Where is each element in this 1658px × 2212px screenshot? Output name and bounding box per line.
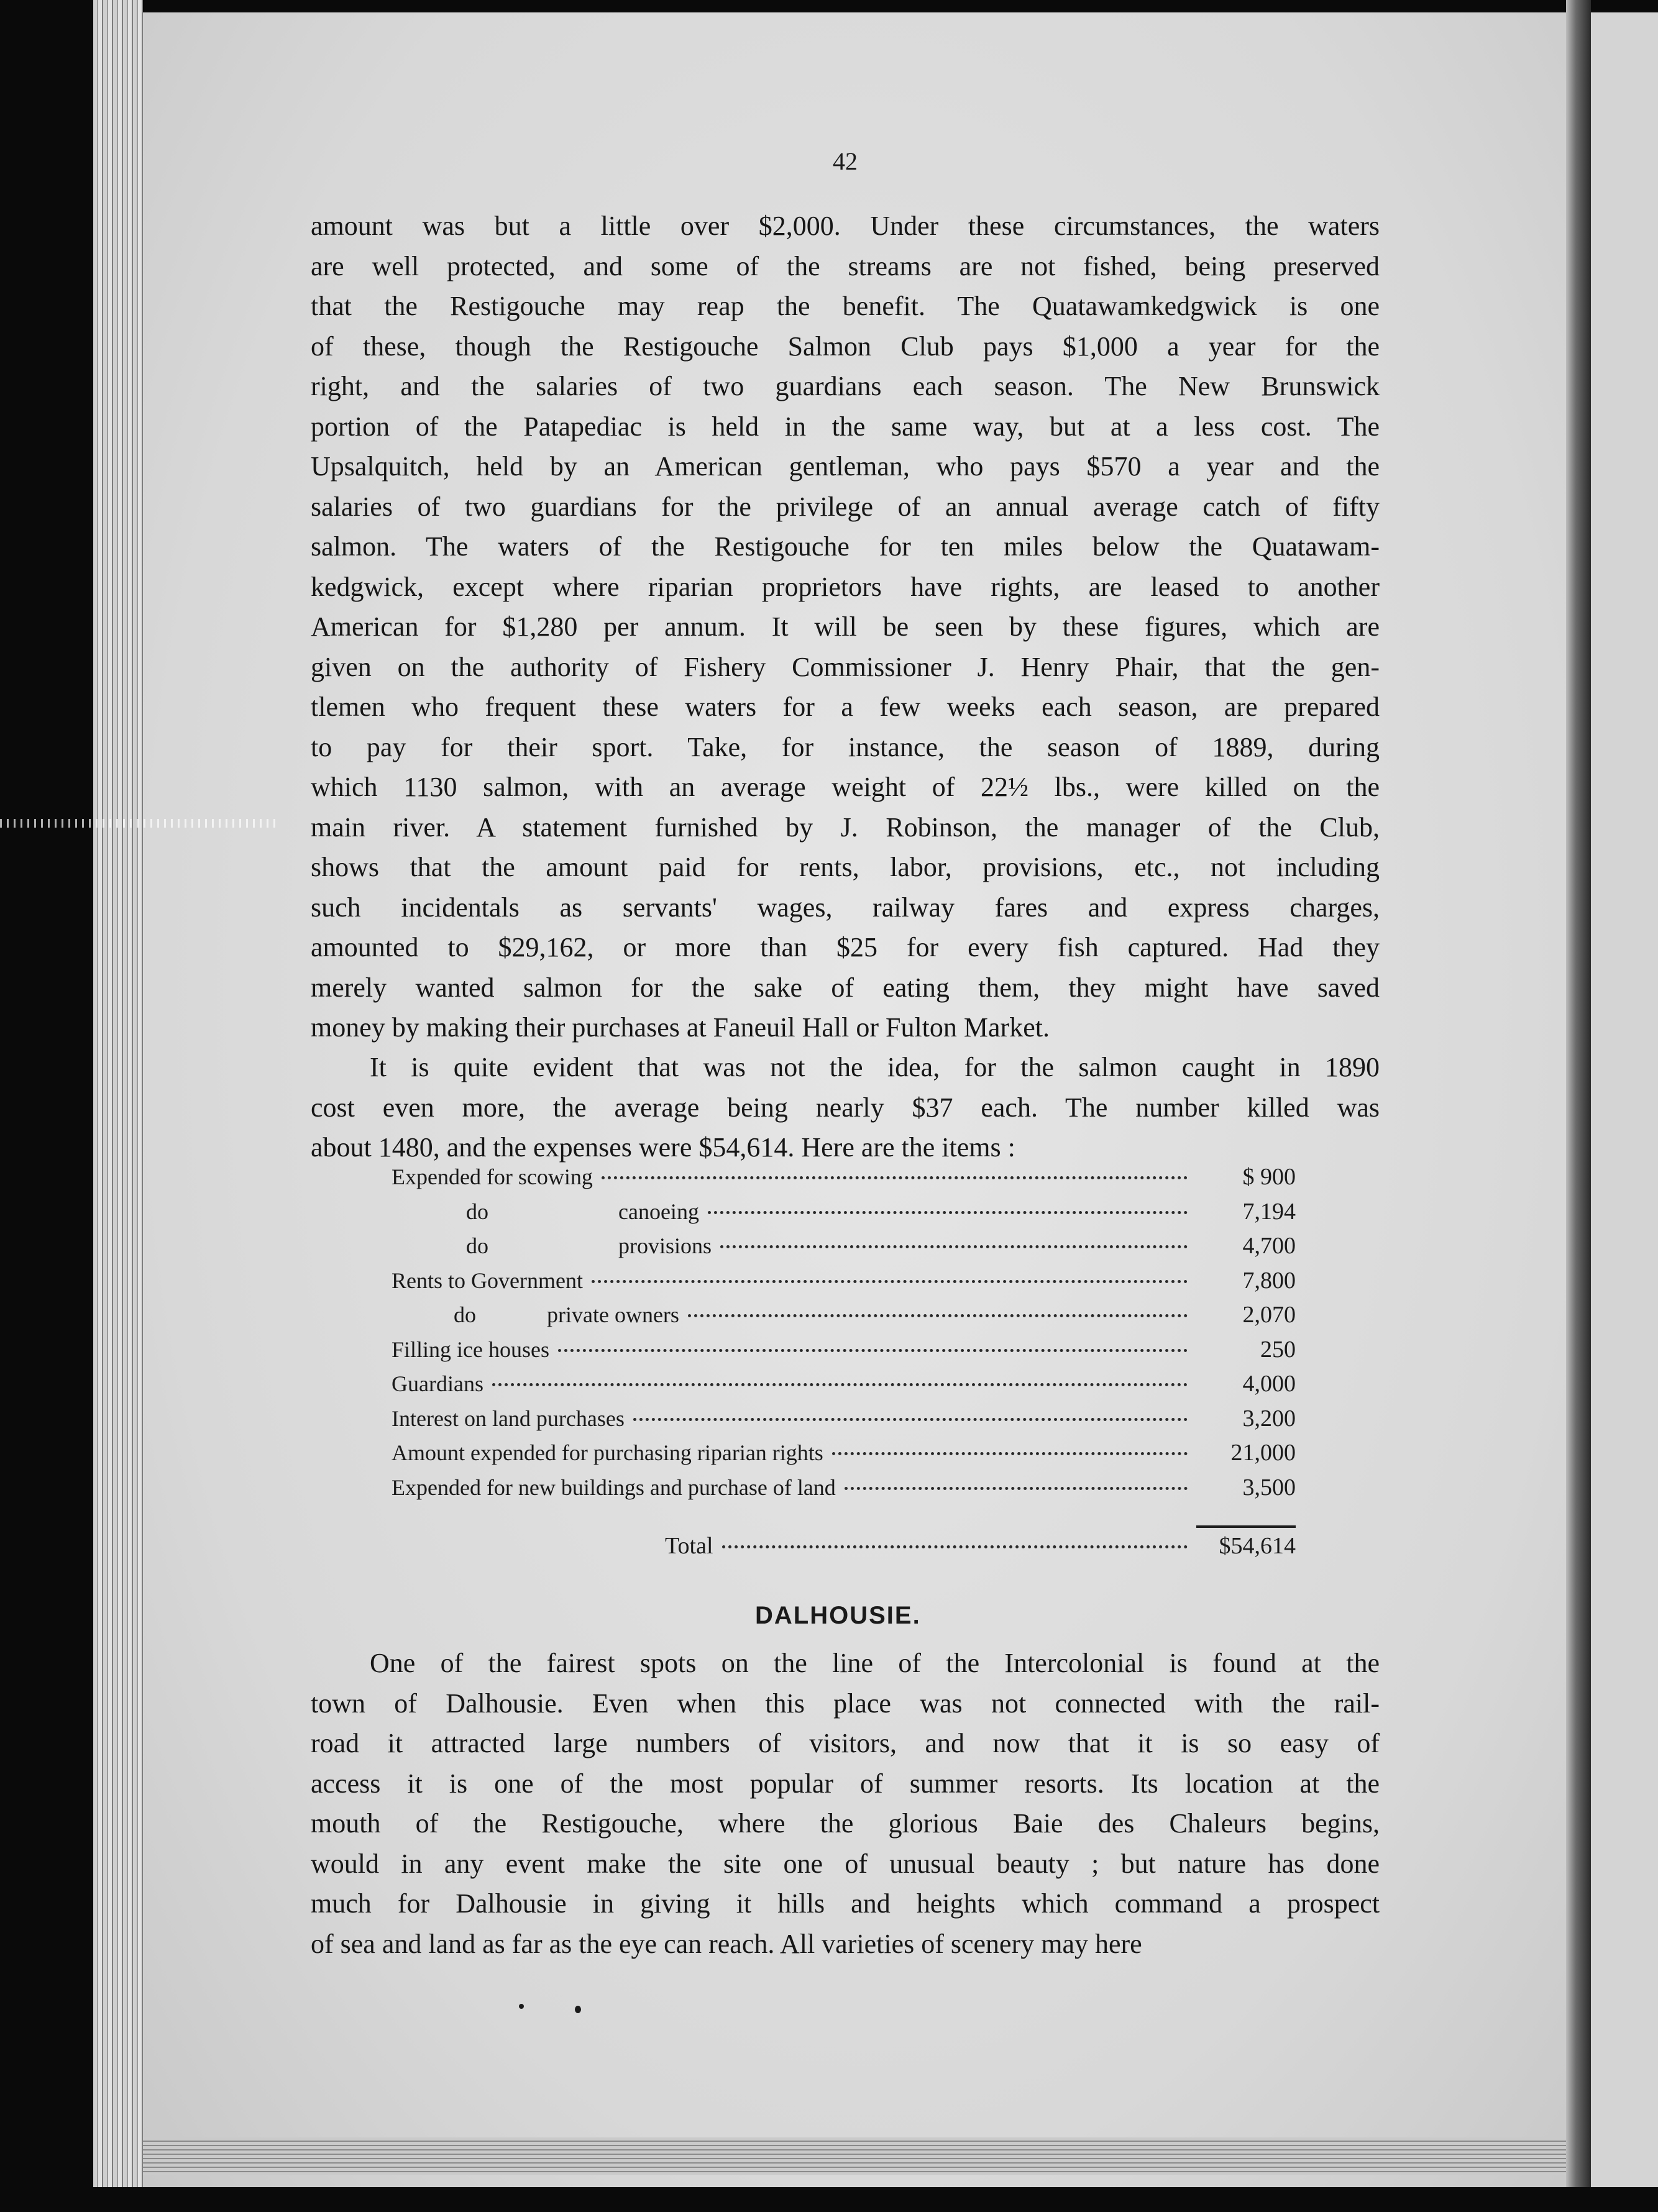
paragraph-1 bbox=[311, 206, 1380, 1048]
text-line: of sea and land as far as the eye can reach. All varieties of scenery may here bbox=[311, 1928, 1142, 1959]
expense-label-text: provisions bbox=[618, 1233, 712, 1258]
scan-artifact bbox=[0, 819, 280, 828]
expense-label bbox=[392, 1371, 483, 1397]
page-gutter bbox=[1566, 0, 1591, 2187]
expense-label-text: Interest on land purchases bbox=[392, 1405, 625, 1431]
leader-dots bbox=[720, 1245, 1188, 1248]
text-line: main river. A statement furnished by J. Robinson, the manager of the Club, bbox=[311, 811, 1380, 843]
leader-dots bbox=[592, 1280, 1188, 1283]
ditto-mark: do bbox=[466, 1199, 488, 1224]
leader-dots bbox=[832, 1452, 1188, 1455]
text-line: kedgwick, except where riparian proprietors have rights, are leased to another bbox=[311, 571, 1380, 602]
text-line: access it is one of the most popular of summer resorts. Its location at the bbox=[311, 1768, 1380, 1799]
expense-amount: 4,000 bbox=[1242, 1371, 1296, 1397]
expense-amount: 7,194 bbox=[1242, 1198, 1296, 1225]
text-line: shows that the amount paid for rents, labor, provisions, etc., not including bbox=[311, 852, 1380, 882]
expense-amount: 250 bbox=[1260, 1336, 1296, 1363]
expense-label bbox=[392, 1268, 583, 1294]
paragraph-3 bbox=[311, 1643, 1380, 1964]
expense-amount: 3,500 bbox=[1242, 1474, 1296, 1501]
ink-mark bbox=[575, 2006, 581, 2013]
text-line: road it attracted large numbers of visitors, and now that it is so easy of bbox=[311, 1728, 1380, 1758]
text-line: are well protected, and some of the streams are not fished, being preserved bbox=[311, 250, 1380, 281]
expense-row bbox=[392, 1232, 1296, 1267]
expense-label bbox=[392, 1164, 593, 1190]
expense-label bbox=[392, 1440, 823, 1466]
expense-row bbox=[392, 1301, 1296, 1336]
text-line: of these, though the Restigouche Salmon Club pays $1,000 a year for the bbox=[311, 331, 1380, 362]
expense-row bbox=[392, 1163, 1296, 1198]
expense-label-text: private owners bbox=[547, 1302, 679, 1327]
expense-amount: 4,700 bbox=[1242, 1233, 1296, 1259]
text-line: It is quite evident that was not the idea, for the salmon caught in 1890 bbox=[370, 1052, 1380, 1082]
text-line: given on the authority of Fishery Commissioner J. Henry Phair, that the gen- bbox=[311, 651, 1380, 682]
leader-dots bbox=[708, 1211, 1188, 1214]
adjacent-page bbox=[1591, 12, 1658, 2187]
leader-dots bbox=[492, 1383, 1188, 1386]
section-heading: DALHOUSIE. bbox=[755, 1602, 921, 1629]
paragraph-2 bbox=[311, 1048, 1380, 1168]
leader-dots bbox=[845, 1487, 1188, 1490]
expense-label bbox=[392, 1199, 699, 1225]
text-line: Upsalquitch, held by an American gentleman, who pays $570 a year and the bbox=[311, 451, 1380, 482]
leader-dots bbox=[633, 1418, 1188, 1421]
expense-amount: 7,800 bbox=[1242, 1267, 1296, 1294]
expense-label bbox=[392, 1474, 836, 1501]
expense-row bbox=[392, 1336, 1296, 1371]
leader-dots bbox=[688, 1314, 1188, 1317]
expense-label-text: Filling ice houses bbox=[392, 1337, 549, 1362]
expense-label-text: Expended for new buildings and purchase of land bbox=[392, 1474, 836, 1500]
expense-row bbox=[392, 1439, 1296, 1474]
text-line: mouth of the Restigouche, where the glorious Baie des Chaleurs begins, bbox=[311, 1808, 1380, 1839]
text-line: amounted to $29,162, or more than $25 for every fish captured. Had they bbox=[311, 932, 1380, 962]
expense-label-text: Amount expended for purchasing riparian rights bbox=[392, 1440, 823, 1465]
text-line: tlemen who frequent these waters for a few weeks each season, are prepared bbox=[311, 692, 1380, 722]
text-line: money by making their purchases at Faneuil Hall or Fulton Market. bbox=[311, 1012, 1050, 1043]
expense-row bbox=[392, 1370, 1296, 1405]
text-line: such incidentals as servants' wages, railway fares and express charges, bbox=[311, 892, 1380, 923]
text-line: salaries of two guardians for the privilege of an annual average catch of fifty bbox=[311, 491, 1380, 522]
total-label: Total bbox=[665, 1533, 713, 1559]
expense-amount: 2,070 bbox=[1242, 1302, 1296, 1328]
text-line: town of Dalhousie. Even when this place was not connected with the rail- bbox=[311, 1688, 1380, 1719]
text-line: amount was but a little over $2,000. Under these circumstances, the waters bbox=[311, 211, 1380, 241]
book-edge-left bbox=[93, 0, 143, 2187]
expense-label-text: Rents to Government bbox=[392, 1268, 583, 1293]
expense-label-text: Expended for scowing bbox=[392, 1164, 593, 1189]
expense-label bbox=[392, 1302, 679, 1328]
text-line: salmon. The waters of the Restigouche for ten miles below the Quatawam- bbox=[311, 531, 1380, 562]
expense-label bbox=[392, 1405, 625, 1432]
text-line: much for Dalhousie in giving it hills and heights which command a prospect bbox=[311, 1888, 1380, 1919]
ink-mark bbox=[519, 2004, 524, 2009]
page-number: 42 bbox=[833, 147, 858, 175]
text-line: One of the fairest spots on the line of the Intercolonial is found at the bbox=[370, 1648, 1380, 1678]
total-amount: $54,614 bbox=[1219, 1533, 1296, 1559]
leader-dots bbox=[602, 1176, 1188, 1179]
text-line: portion of the Patapediac is held in the same way, but at a less cost. The bbox=[311, 411, 1380, 442]
text-line: that the Restigouche may reap the benefit. The Quatawamkedgwick is one bbox=[311, 291, 1380, 321]
ditto-mark: do bbox=[466, 1233, 488, 1258]
expense-label bbox=[392, 1337, 549, 1363]
expense-label-text: canoeing bbox=[618, 1199, 699, 1224]
expense-amount: $ 900 bbox=[1242, 1164, 1296, 1190]
text-line: about 1480, and the expenses were $54,614. Here are the items : bbox=[311, 1132, 1015, 1163]
text-line: American for $1,280 per annum. It will be seen by these figures, which are bbox=[311, 611, 1380, 642]
text-line: to pay for their sport. Take, for instance, the season of 1889, during bbox=[311, 731, 1380, 762]
leader-dots bbox=[558, 1349, 1188, 1352]
expense-row bbox=[392, 1198, 1296, 1233]
text-line: would in any event make the site one of unusual beauty ; but nature has done bbox=[311, 1848, 1380, 1879]
text-line: right, and the salaries of two guardians each season. The New Brunswick bbox=[311, 371, 1380, 401]
text-line: cost even more, the average being nearly $37 each. The number killed was bbox=[311, 1092, 1380, 1123]
expense-label bbox=[392, 1233, 712, 1259]
total-rule bbox=[1196, 1525, 1296, 1528]
expense-table bbox=[392, 1163, 1296, 1508]
expense-row bbox=[392, 1474, 1296, 1509]
leader-dots bbox=[722, 1545, 1188, 1548]
expense-row bbox=[392, 1267, 1296, 1302]
expense-amount: 21,000 bbox=[1230, 1440, 1296, 1466]
ditto-mark: do bbox=[454, 1302, 476, 1327]
text-line: which 1130 salmon, with an average weight of 22½ lbs., were killed on the bbox=[311, 772, 1380, 802]
total-row bbox=[665, 1532, 1296, 1570]
expense-amount: 3,200 bbox=[1242, 1405, 1296, 1432]
text-line: merely wanted salmon for the sake of eating them, they might have saved bbox=[311, 972, 1380, 1003]
book-edge-bottom bbox=[143, 2137, 1566, 2175]
expense-label-text: Guardians bbox=[392, 1371, 483, 1396]
expense-row bbox=[392, 1405, 1296, 1440]
